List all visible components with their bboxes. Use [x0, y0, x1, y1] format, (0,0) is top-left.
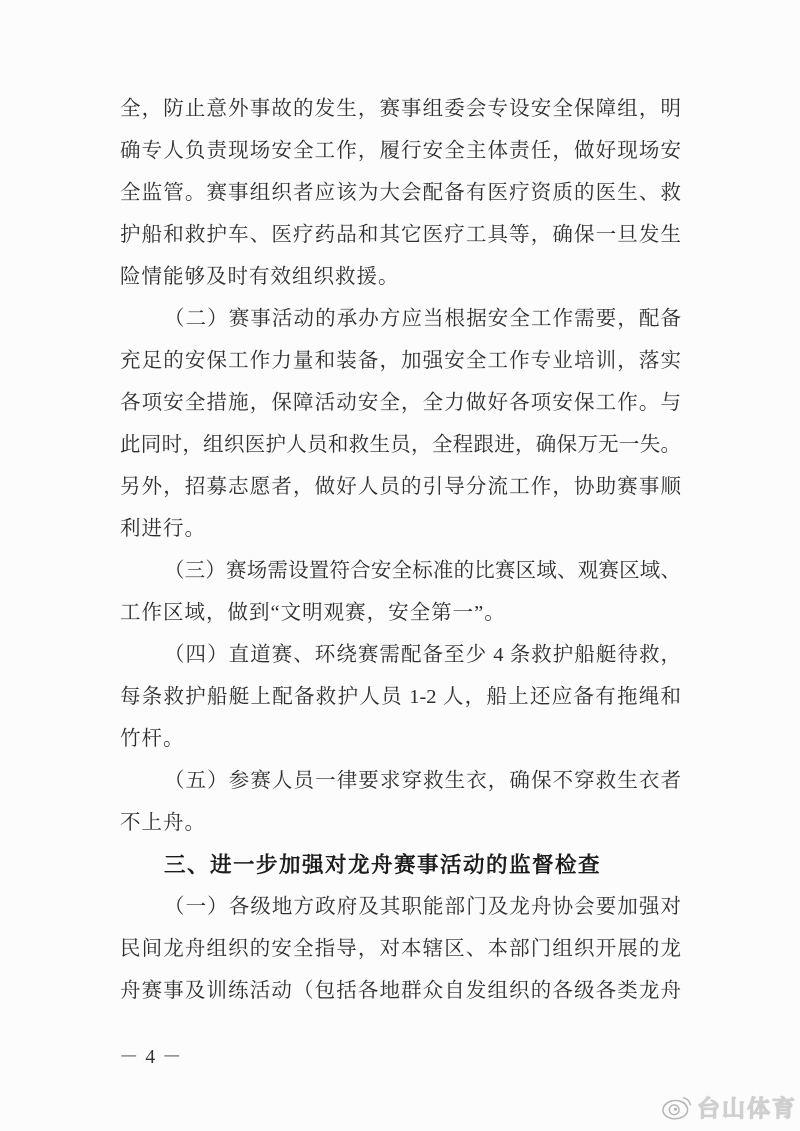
text-line: 全，防止意外事故的发生，赛事组委会专设安全保障组，明	[120, 98, 681, 120]
watermark	[660, 1090, 797, 1123]
text-line: （四）直道赛、环绕赛需配备至少 4 条救护船艇待救，	[164, 644, 681, 666]
text-line: （一）各级地方政府及其职能部门及龙舟协会要加强对	[164, 896, 681, 918]
text-line: 舟赛事及训练活动（包括各地群众自发组织的各级各类龙舟	[120, 980, 681, 1002]
text-line: 确专人负责现场安全工作，履行安全主体责任，做好现场安	[120, 140, 681, 162]
text-line: 此同时，组织医护人员和救生员，全程跟进，确保万无一失。	[120, 434, 681, 456]
text-line: 竹杆。	[120, 728, 185, 750]
text-line: 民间龙舟组织的安全指导，对本辖区、本部门组织开展的龙	[120, 938, 681, 960]
section-heading: 三、进一步加强对龙舟赛事活动的监督检查	[164, 853, 602, 877]
text-line: 充足的安保工作力量和装备，加强安全工作专业培训，落实	[120, 350, 681, 372]
text-line: 利进行。	[120, 518, 206, 540]
weibo-icon	[660, 1092, 694, 1122]
watermark-text: 台山体育	[697, 1095, 797, 1121]
text-line: 另外，招募志愿者，做好人员的引导分流工作，协助赛事顺	[120, 476, 681, 498]
document-body	[120, 88, 681, 1012]
page-number: － 4 －	[119, 1047, 183, 1068]
text-line: 各项安全措施，保障活动安全，全力做好各项安保工作。与	[120, 392, 681, 414]
text-line: 不上舟。	[120, 812, 206, 834]
text-line: 险情能够及时有效组织救援。	[120, 266, 400, 288]
text-line: （三）赛场需设置符合安全标准的比赛区域、观赛区域、	[164, 560, 681, 582]
text-line: 工作区域，做到“文明观赛，安全第一”。	[120, 602, 506, 624]
text-line: 全监管。赛事组织者应该为大会配备有医疗资质的医生、救	[120, 182, 681, 204]
text-line: 护船和救护车、医疗药品和其它医疗工具等，确保一旦发生	[120, 224, 681, 246]
text-line: （五）参赛人员一律要求穿救生衣，确保不穿救生衣者	[164, 770, 681, 792]
text-line: 每条救护船艇上配备救护人员 1-2 人，船上还应备有拖绳和	[120, 686, 681, 708]
text-line: （二）赛事活动的承办方应当根据安全工作需要，配备	[164, 308, 681, 330]
